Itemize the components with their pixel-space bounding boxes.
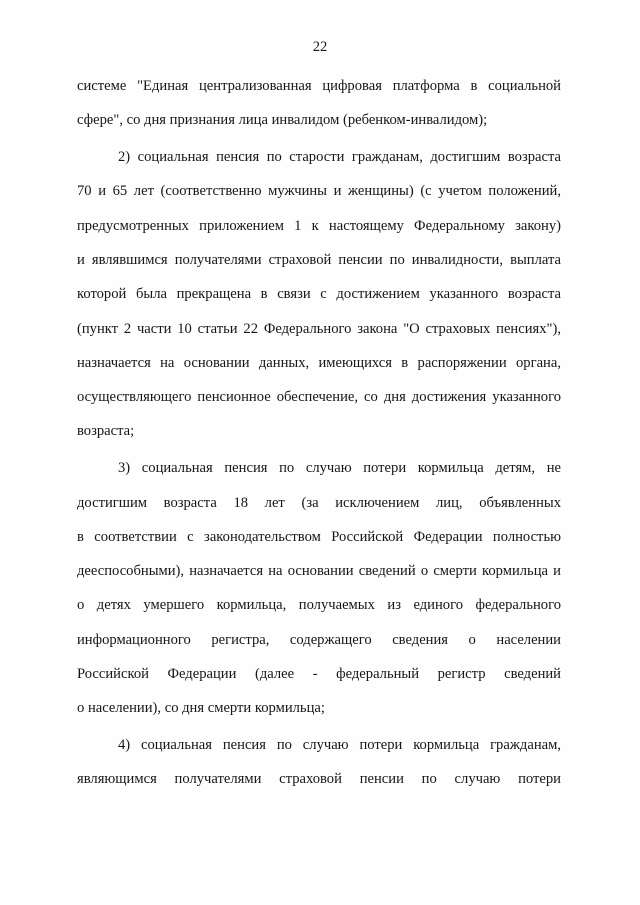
text-line: назначается на основании данных, имеющихся в распоряжении органа, [77, 354, 561, 371]
text-line: в соответствии с законодательством Российской Федерации полностью [77, 528, 561, 545]
paragraph-continuation [77, 69, 561, 138]
text-line: и являвшимся получателями страховой пенсии по инвалидности, выплата [77, 251, 561, 268]
text-line: сфере", со дня признания лица инвалидом (ребенком-инвалидом); [77, 112, 488, 129]
text-line: Российской Федерации (далее - федеральный регистр сведений [77, 666, 561, 683]
text-line: 2) социальная пенсия по старости гражданам, достигшим возраста [118, 149, 561, 166]
text-line: (пункт 2 части 10 статьи 22 Федерального закона "О страховых пенсиях"), [77, 320, 561, 337]
text-line: дееспособными), назначается на основании сведений о смерти кормильца и [77, 563, 561, 580]
text-line: о населении), со дня смерти кормильца; [77, 700, 325, 717]
list-item-4-survivor-pension-citizens [77, 728, 561, 797]
text-line: которой была прекращена в связи с достижением указанного возраста [77, 286, 561, 303]
page-number: 22 [312, 39, 328, 55]
document-body [77, 69, 561, 797]
text-line: 3) социальная пенсия по случаю потери кормильца детям, не [118, 460, 561, 477]
text-line: являющимся получателями страховой пенсии по случаю потери [77, 771, 561, 788]
list-item-3-survivor-pension-children [77, 451, 561, 725]
text-line: 4) социальная пенсия по случаю потери кормильца гражданам, [118, 737, 561, 754]
text-line: возраста; [77, 423, 135, 440]
text-line: о детях умершего кормильца, получаемых из единого федерального [77, 597, 561, 614]
text-line: осуществляющего пенсионное обеспечение, со дня достижения указанного [77, 389, 561, 406]
text-line: 70 и 65 лет (соответственно мужчины и женщины) (с учетом положений, [77, 183, 561, 200]
text-line: информационного регистра, содержащего сведения о населении [77, 631, 561, 648]
list-item-2-old-age-pension [77, 140, 561, 449]
text-line: достигшим возраста 18 лет (за исключением лиц, объявленных [77, 494, 561, 511]
text-line: системе "Единая централизованная цифровая платформа в социальной [77, 78, 561, 94]
text-line: предусмотренных приложением 1 к настоящему Федеральному закону) [77, 217, 561, 234]
